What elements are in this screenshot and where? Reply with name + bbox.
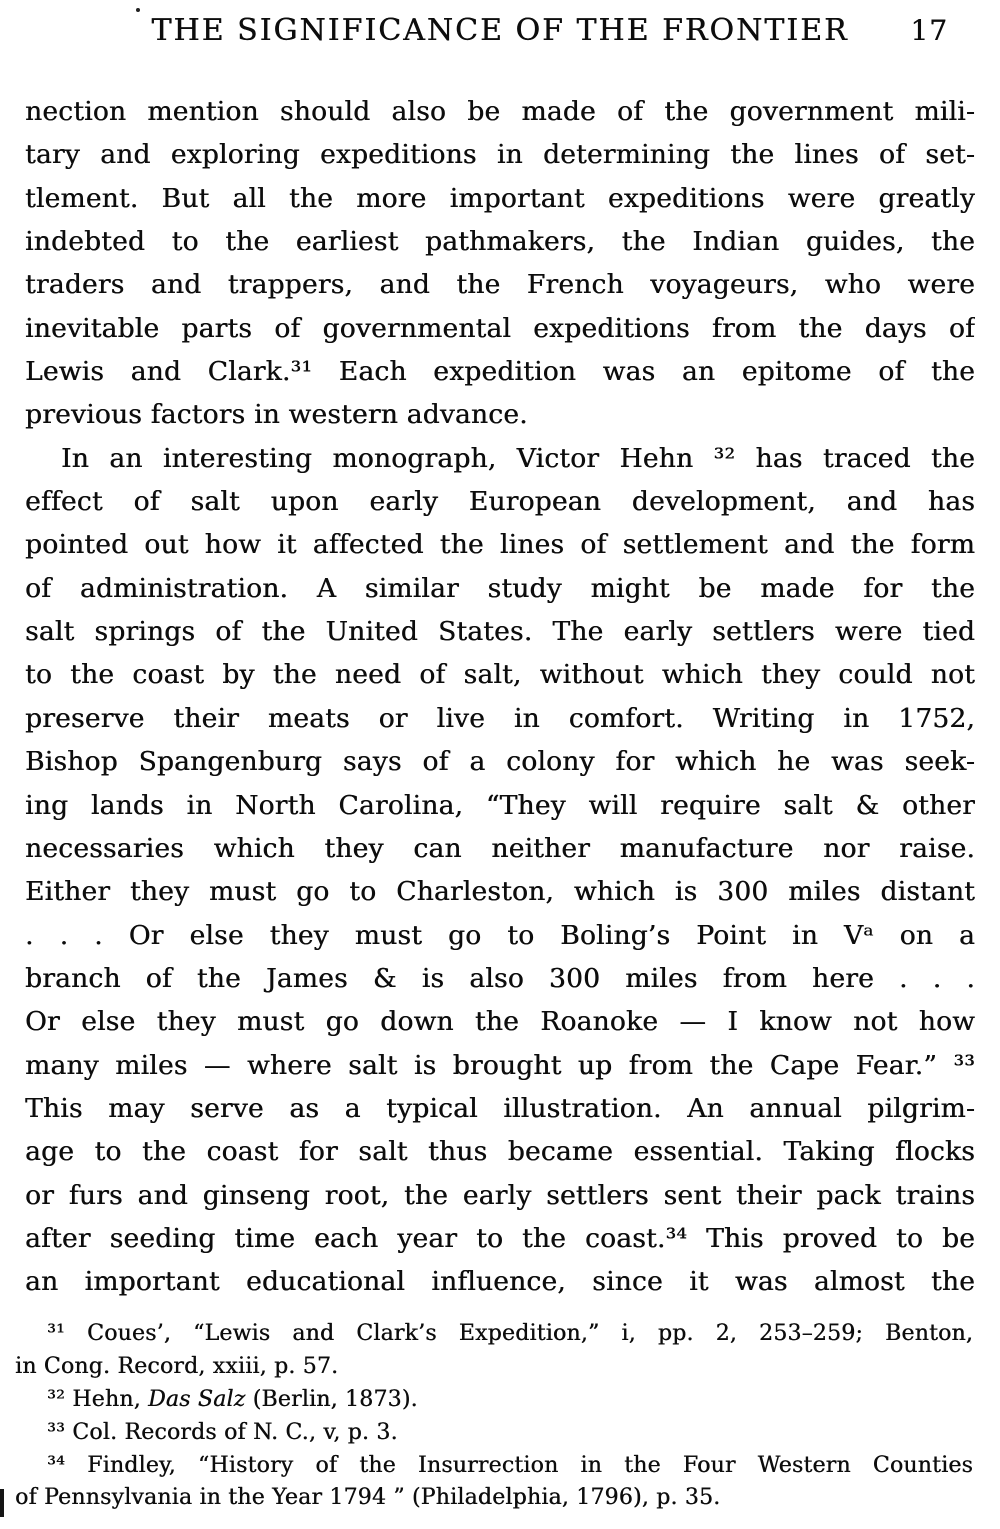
body-line: or furs and ginseng root, the early settlers sent their pack trains bbox=[25, 1179, 975, 1211]
body-line: Lewis and Clark.³¹ Each expedition was an epitome of the bbox=[25, 356, 975, 388]
footnote-text: ³² Hehn, bbox=[47, 1386, 148, 1412]
body-line: Bishop Spangenburg says of a colony for which he was seek- bbox=[25, 746, 975, 778]
body-line: This may serve as a typical illustration. An annual pilgrim- bbox=[25, 1092, 975, 1124]
body-line: to the coast by the need of salt, without which they could not bbox=[25, 659, 975, 691]
footnote-line: ³⁴ Findley, “History of the Insurrection in the Four Western Counties bbox=[47, 1452, 973, 1478]
footnote-line: in Cong. Record, xxiii, p. 57. bbox=[15, 1353, 339, 1379]
body-line: nection mention should also be made of the government mili- bbox=[25, 96, 975, 127]
body-line: inevitable parts of governmental expeditions from the days of bbox=[25, 312, 975, 344]
body-line: necessaries which they can neither manufacture nor raise. bbox=[25, 832, 975, 864]
body-line: previous factors in western advance. bbox=[25, 399, 528, 431]
footnote-book-title: Das Salz bbox=[147, 1386, 246, 1412]
scan-artifact bbox=[136, 8, 140, 12]
body-line: tlement. But all the more important expeditions were greatly bbox=[25, 182, 975, 214]
body-line: salt springs of the United States. The early settlers were tied bbox=[25, 616, 975, 648]
body-line: pointed out how it affected the lines of settlement and the form bbox=[25, 529, 975, 561]
body-line: age to the coast for salt thus became essential. Taking flocks bbox=[25, 1136, 975, 1168]
body-line: of administration. A similar study might be made for the bbox=[25, 572, 975, 604]
scan-artifact bbox=[0, 1489, 4, 1517]
body-line: tary and exploring expeditions in determining the lines of set- bbox=[25, 139, 975, 171]
body-line: . . . Or else they must go to Boling’s Point in Vᵃ on a bbox=[25, 919, 975, 951]
body-line: many miles — where salt is brought up from the Cape Fear.” ³³ bbox=[25, 1049, 975, 1081]
body-line: ing lands in North Carolina, “They will require salt & other bbox=[25, 789, 975, 821]
body-line: traders and trappers, and the French voyageurs, who were bbox=[25, 269, 975, 301]
body-line: preserve their meats or live in comfort. Writing in 1752, bbox=[25, 702, 975, 734]
page-number: 17 bbox=[910, 14, 948, 47]
body-line: indebted to the earliest pathmakers, the Indian guides, the bbox=[25, 226, 975, 258]
footnote-line bbox=[15, 1384, 973, 1417]
footnote-line: of Pennsylvania in the Year 1794 ” (Philadelphia, 1796), p. 35. bbox=[15, 1485, 721, 1511]
footnotes bbox=[15, 1318, 973, 1515]
body-line: Or else they must go down the Roanoke — I know not how bbox=[25, 1006, 975, 1038]
body-line: after seeding time each year to the coast.³⁴ This proved to be bbox=[25, 1222, 975, 1254]
footnote-line: ³¹ Coues’, “Lewis and Clark’s Expedition,” i, pp. 2, 253–259; Benton, bbox=[47, 1321, 973, 1346]
body-line: In an interesting monograph, Victor Hehn ³² has traced the bbox=[61, 442, 975, 474]
body-line: branch of the James & is also 300 miles from here . . . bbox=[25, 962, 975, 994]
body-line: an important educational influence, since it was almost the bbox=[25, 1266, 975, 1298]
footnote-line: ³³ Col. Records of N. C., v, p. 3. bbox=[47, 1419, 398, 1445]
body-line: Either they must go to Charleston, which is 300 miles distant bbox=[25, 876, 975, 908]
running-title: THE SIGNIFICANCE OF THE FRONTIER bbox=[151, 13, 849, 48]
footnote-text: (Berlin, 1873). bbox=[245, 1386, 418, 1412]
body-line: effect of salt upon early European development, and has bbox=[25, 486, 975, 518]
page-body bbox=[25, 90, 975, 1304]
